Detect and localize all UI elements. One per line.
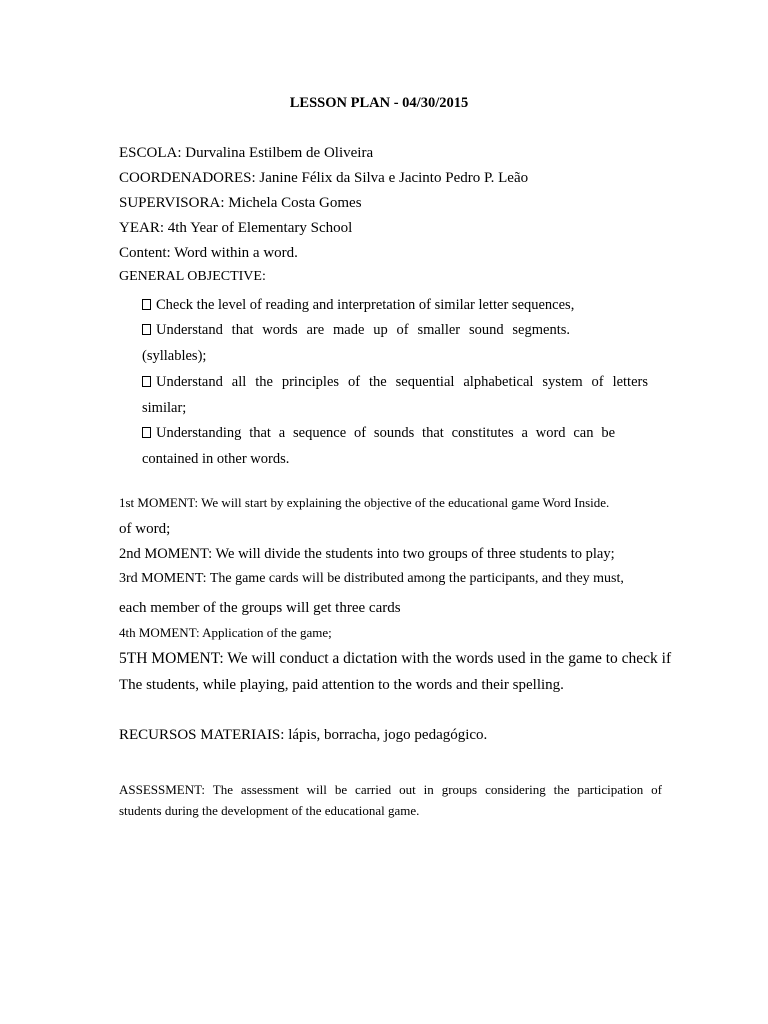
moment-4: 4th MOMENT: Application of the game; bbox=[119, 625, 332, 640]
objective-item: Check the level of reading and interpretation of similar letter sequences, bbox=[142, 296, 574, 314]
content-field: Content: Word within a word. bbox=[119, 245, 298, 261]
moment-3-continuation: each member of the groups will get three cards bbox=[119, 600, 401, 616]
objective-continuation: (syllables); bbox=[142, 348, 207, 364]
moment-1: 1st MOMENT: We will start by explaining the objective of the educational game Word Inside. bbox=[119, 495, 610, 510]
objective-continuation: contained in other words. bbox=[142, 451, 290, 467]
objective-continuation: similar; bbox=[142, 400, 187, 416]
bullet-icon bbox=[142, 376, 151, 387]
objective-item: Understand that words are made up of smaller sound segments. bbox=[142, 321, 570, 339]
bullet-icon bbox=[142, 427, 151, 438]
page-title: LESSON PLAN - 04/30/2015 bbox=[289, 95, 469, 111]
moment-2: 2nd MOMENT: We will divide the students into two groups of three students to play; bbox=[119, 546, 615, 562]
general-objective-heading: GENERAL OBJECTIVE: bbox=[119, 269, 266, 284]
material-resources: RECURSOS MATERIAIS: lápis, borracha, jogo pedagógico. bbox=[119, 727, 488, 743]
moment-5-continuation: The students, while playing, paid attention to the words and their spelling. bbox=[119, 677, 564, 693]
school-field: ESCOLA: Durvalina Estilbem de Oliveira bbox=[119, 145, 374, 161]
year-field: YEAR: 4th Year of Elementary School bbox=[119, 220, 353, 236]
bullet-icon bbox=[142, 299, 151, 310]
assessment-line: ASSESSMENT: The assessment will be carried out in groups considering the participation of bbox=[119, 782, 662, 797]
moment-5: 5TH MOMENT: We will conduct a dictation with the words used in the game to check if bbox=[119, 650, 672, 667]
coordinators-field: COORDENADORES: Janine Félix da Silva e Jacinto Pedro P. Leão bbox=[119, 170, 529, 186]
assessment-continuation: students during the development of the educational game. bbox=[119, 803, 420, 818]
supervisor-field: SUPERVISORA: Michela Costa Gomes bbox=[119, 195, 362, 211]
bullet-icon bbox=[142, 324, 151, 335]
moment-3: 3rd MOMENT: The game cards will be distributed among the participants, and they must, bbox=[119, 571, 624, 586]
moment-1-continuation: of word; bbox=[119, 521, 171, 537]
objective-item: Understand all the principles of the sequential alphabetical system of letters bbox=[142, 373, 648, 391]
objective-item: Understanding that a sequence of sounds that constitutes a word can be bbox=[142, 424, 615, 442]
